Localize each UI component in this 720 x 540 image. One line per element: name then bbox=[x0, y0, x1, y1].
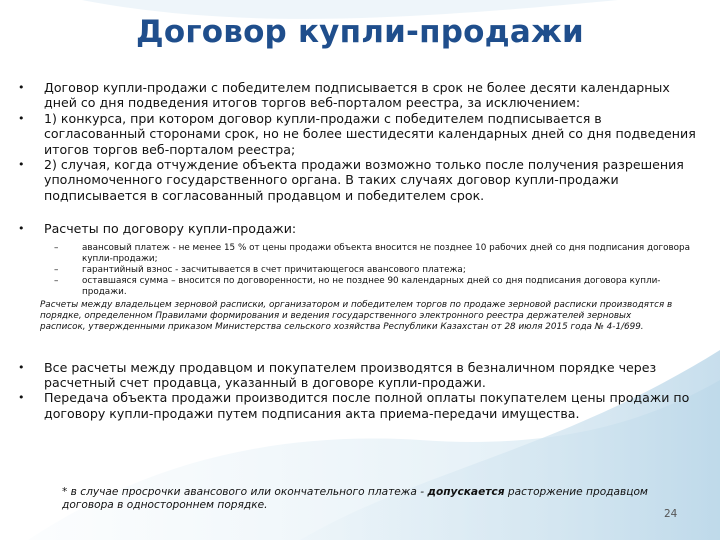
bullet-glyph: • bbox=[18, 111, 25, 125]
list-item bbox=[54, 265, 704, 276]
grain-receipt-note: Расчеты между владельцем зерновой расписки, организатором и победителем торгов по продаже зерновой расписки производятся в порядке, определенном Правилами формирования и ведения государственного электронного реестра держателей зерновых расписок, утвержденными приказом Министерства сельского хозяйства Республики Казахстан от 28 июля 2015 года № 4-1/699. bbox=[40, 299, 673, 332]
bullet-item-payments bbox=[18, 221, 704, 236]
bullet-glyph: • bbox=[18, 360, 25, 374]
bullet-text: Договор купли-продажи с победителем подписывается в срок не более десяти календарных дней со дня подведения итогов торгов веб-порталом реестра, за исключением: bbox=[44, 80, 670, 111]
bullet-glyph: • bbox=[18, 158, 25, 172]
bullet-list bbox=[18, 80, 704, 421]
page-number: 24 bbox=[664, 508, 678, 520]
list-item-text: гарантийный взнос - засчитывается в счет причитающегося авансового платежа; bbox=[82, 264, 466, 275]
slide-title: Договор купли-продажи bbox=[136, 14, 584, 50]
dash-marker: – bbox=[54, 275, 59, 286]
bullet-item bbox=[18, 360, 704, 391]
bullet-item bbox=[18, 390, 704, 421]
bullet-item bbox=[18, 111, 704, 157]
bullet-text: 1) конкурса, при котором договор купли-продажи с победителем подписывается в согласованный сторонами срок, но не более шестидесяти календарных дней со дня подведения итогов торгов веб-порталом реестра; bbox=[44, 110, 696, 157]
bullet-text: Передача объекта продажи производится после полной оплаты покупателем цены продажи по договору купли-продажи путем подписания акта приема-передачи имущества. bbox=[44, 390, 690, 421]
bullet-item bbox=[18, 80, 704, 111]
dash-marker: – bbox=[54, 264, 59, 275]
bullet-glyph: • bbox=[18, 222, 25, 236]
bullet-glyph: • bbox=[18, 81, 25, 94]
dash-marker: – bbox=[54, 242, 59, 253]
payment-terms-list bbox=[54, 243, 704, 298]
bullet-item bbox=[18, 157, 704, 203]
footnote-emphasis: допускается bbox=[427, 486, 505, 498]
list-item bbox=[54, 243, 704, 265]
bullet-text: 2) случая, когда отчуждение объекта продажи возможно только после получения разрешения уполномоченного государственного органа. В таких случаях договор купли-продажи подписывается в согласованный продавцом и победителем срок. bbox=[44, 157, 684, 203]
bullet-text: Расчеты по договору купли-продажи: bbox=[44, 221, 297, 237]
list-item-text: оставшаяся сумма – вносится по договоренности, но не позднее 90 календарных дней со дня подписания договора купли-продажи. bbox=[82, 275, 661, 297]
list-item bbox=[54, 276, 704, 298]
bullet-glyph: • bbox=[18, 391, 25, 405]
footnote-text-end: расторжение продавцом договора в одностороннем порядке. bbox=[62, 486, 648, 511]
bullet-text: Все расчеты между продавцом и покупателем производятся в безналичном порядке через расчетный счет продавца, указанный в договоре купли-продажи. bbox=[44, 359, 657, 391]
list-item-text: авансовый платеж - не менее 15 % от цены продажи объекта вносится не позднее 10 рабочих дней со дня подписания договора купли-продажи; bbox=[82, 242, 690, 264]
footnote bbox=[62, 486, 652, 512]
footnote-text-start: * в случае просрочки авансового или окончательного платежа - bbox=[62, 486, 428, 498]
